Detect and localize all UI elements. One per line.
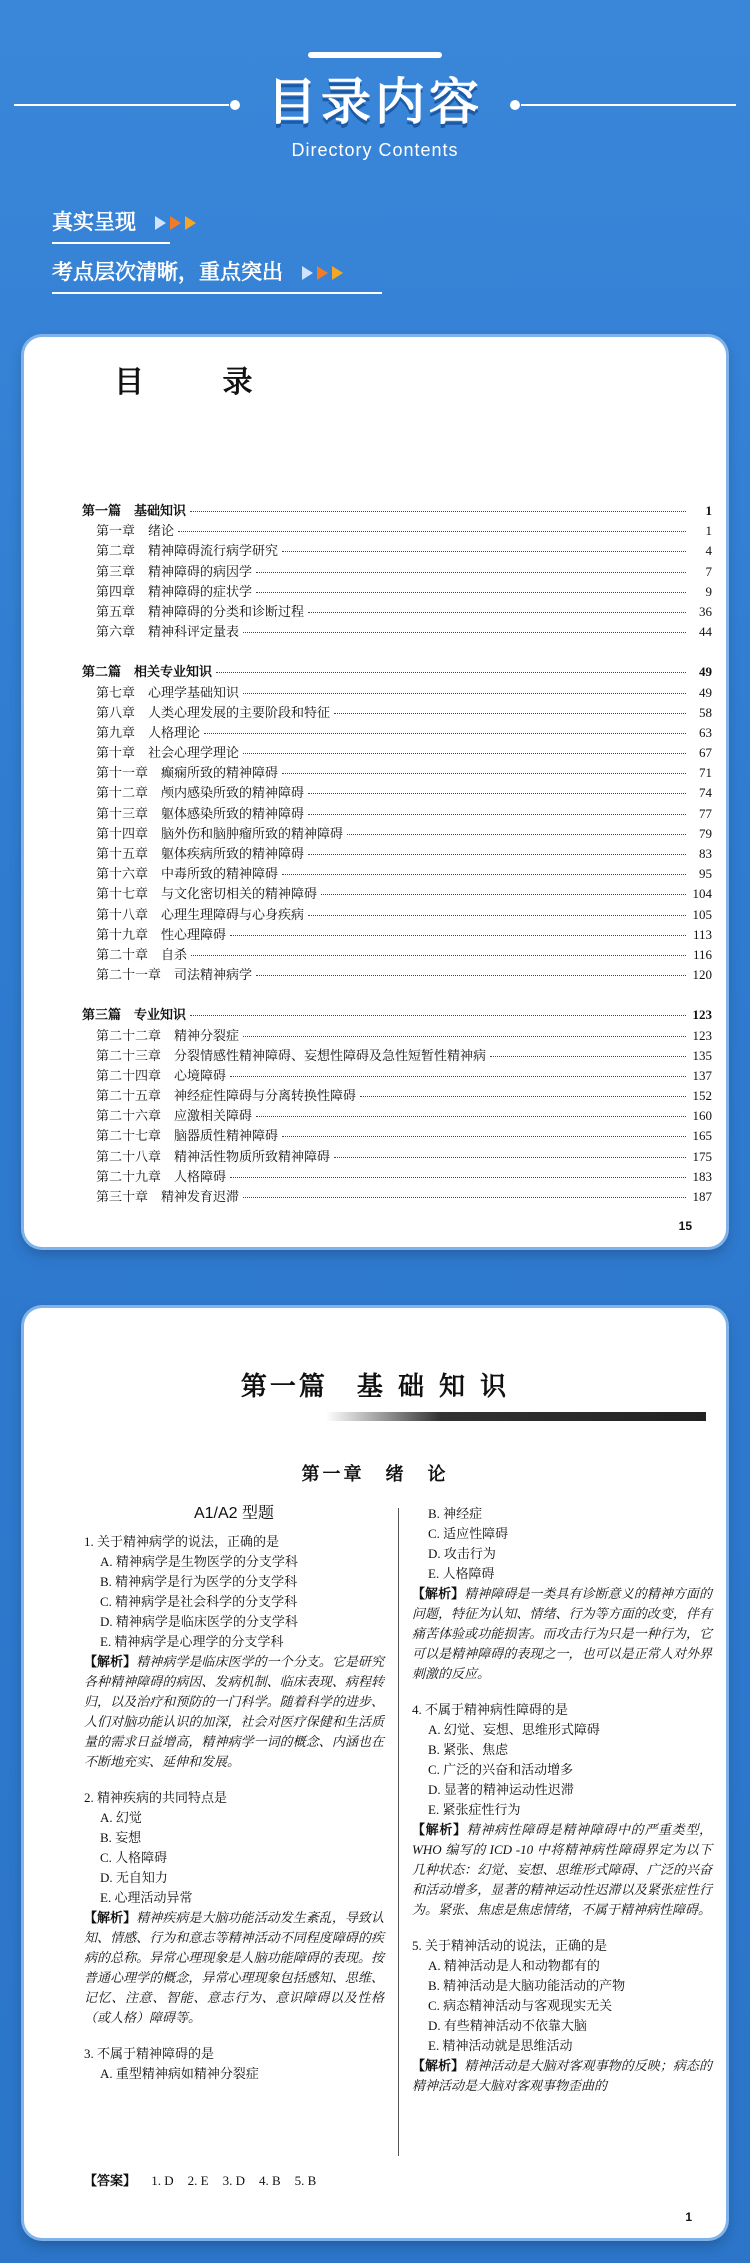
- question-option: E. 精神活动就是思维活动: [428, 2038, 573, 2053]
- toc-chapter-row: [82, 601, 712, 621]
- explanation-label: 【解析】: [84, 1910, 137, 1925]
- question-option: A. 精神活动是人和动物都有的: [428, 1958, 600, 1973]
- question-option: B. 精神病学是行为医学的分支学科: [100, 1574, 298, 1589]
- toc-label: 第二十五章 神经症性障碍与分离转换性障碍: [96, 1088, 357, 1104]
- toc-leader-dots: [347, 834, 686, 835]
- question-option: B. 精神活动是大脑功能活动的产物: [428, 1978, 626, 1993]
- toc-chapter-row: [82, 520, 712, 540]
- toc-label: 第十一章 癫痫所致的精神障碍: [96, 765, 279, 781]
- toc-label: 第六章 精神科评定量表: [96, 624, 240, 640]
- toc-chapter-row: [82, 762, 712, 782]
- toc-leader-dots: [243, 753, 686, 754]
- toc-chapter-row: [82, 843, 712, 863]
- question-option: A. 精神病学是生物医学的分支学科: [100, 1554, 298, 1569]
- chapter-title: 第一章 绪 论: [301, 1464, 449, 1485]
- toc-part-row: [82, 661, 712, 681]
- question-option: D. 无自知力: [100, 1870, 168, 1885]
- toc-page: [24, 337, 726, 1247]
- toc-page: 7: [705, 563, 712, 579]
- right-questions: [412, 1504, 712, 2096]
- header-banner: [0, 0, 750, 170]
- toc-label: 第十九章 性心理障碍: [96, 926, 227, 942]
- explanation-text: 精神障碍是一类具有诊断意义的精神方面的问题，特征为认知、情绪、行为等方面的改变，伴有痛苦体验或功能损害。而攻击行为只是一种行为，它可以是精神障碍的表现之一，也可以是正常人对外界刺激的反应。: [412, 1586, 712, 1681]
- toc-chapter-row: [82, 904, 712, 924]
- toc-page: 116: [692, 946, 712, 962]
- toc-leader-dots: [490, 1056, 686, 1057]
- toc-chapter-row: [82, 823, 712, 843]
- slogan-1-underline: [52, 242, 170, 244]
- answers-line: [84, 2170, 344, 2189]
- toc-label: 第一章 绪论: [96, 523, 175, 539]
- toc-chapter-row: [82, 702, 712, 722]
- toc-chapter-row: [82, 540, 712, 560]
- explanation-text: 精神病学是临床医学的一个分支。它是研究各种精神障碍的病因、发病机制、临床表现、病程转归，以及治疗和预防的一门科学。随着科学的进步、人们对脑功能认识的加深，社会对医疗保健和生活质量的需求日益增高，精神病学一词的概念、内涵也在不断地充实、延伸和发展。: [84, 1654, 384, 1769]
- slogan-2-text: 考点层次清晰，重点突出: [52, 260, 283, 284]
- toc-chapter-row: [82, 1125, 712, 1145]
- toc-chapter-row: [82, 863, 712, 883]
- toc-leader-dots: [230, 1076, 686, 1077]
- arrows-icon: [302, 261, 347, 285]
- toc-page: 58: [699, 704, 712, 720]
- toc-label: 第十四章 脑外伤和脑肿瘤所致的精神障碍: [96, 825, 344, 841]
- toc-label: 第十三章 躯体感染所致的精神障碍: [96, 805, 305, 821]
- explanation-text: 精神活动是大脑对客观事物的反映；病态的精神活动是大脑对客观事物歪曲的: [412, 2058, 712, 2093]
- answer-item: 3. D: [222, 2173, 245, 2188]
- toc-leader-dots: [230, 1177, 686, 1178]
- slogan-1-text: 真实呈现: [52, 210, 136, 234]
- toc-chapter-row: [82, 924, 712, 944]
- explanation: [84, 1652, 384, 1772]
- toc-leader-dots: [308, 854, 686, 855]
- toc-label: 第一篇 基础知识: [82, 503, 187, 518]
- toc-page: 67: [699, 745, 712, 761]
- toc-chapter-row: [82, 964, 712, 984]
- toc-label: 第二十九章 人格障碍: [96, 1168, 227, 1184]
- toc-label: 第二十章 自杀: [96, 946, 188, 962]
- toc-chapter-row: [82, 782, 712, 802]
- toc-page: 123: [692, 1027, 712, 1043]
- toc-label: 第三十章 精神发育迟滞: [96, 1189, 240, 1204]
- toc-page-number: 15: [678, 1219, 692, 1233]
- toc-label: 第九章 人格理论: [96, 724, 201, 740]
- header-subtitle: Directory Contents: [291, 140, 459, 160]
- toc-label: 第二十三章 分裂情感性精神障碍、妄想性障碍及急性短暂性精神病: [96, 1047, 487, 1063]
- question-option: A. 幻觉、妄想、思维形式障碍: [428, 1722, 600, 1737]
- toc-page: 4: [705, 543, 712, 559]
- question-option: C. 精神病学是社会科学的分支学科: [100, 1594, 298, 1609]
- question-option: D. 有些精神活动不依靠大脑: [428, 2018, 587, 2033]
- toc-leader-dots: [256, 1116, 686, 1117]
- toc-label: 第八章 人类心理发展的主要阶段和特征: [96, 704, 331, 720]
- toc-leader-dots: [178, 531, 686, 532]
- toc-leader-dots: [282, 1136, 686, 1137]
- toc-leader-dots: [282, 874, 686, 875]
- content-page-number: 1: [685, 2210, 692, 2224]
- toc-page: 44: [699, 624, 712, 640]
- toc-leader-dots: [308, 793, 686, 794]
- part-title: 第一篇 基 础 知 识: [240, 1372, 510, 1402]
- toc-chapter-row: [82, 944, 712, 964]
- slogan-2-underline: [52, 292, 382, 294]
- question-stem: 1. 关于精神病学的说法，正确的是: [84, 1534, 280, 1549]
- explanation: [412, 1820, 712, 1920]
- toc-label: 第十五章 躯体疾病所致的精神障碍: [96, 846, 305, 861]
- toc-chapter-row: [82, 1186, 712, 1206]
- section-head: A1/A2 型题: [193, 1505, 275, 1522]
- toc-title: 目 录: [114, 365, 287, 400]
- toc-chapter-row: [82, 742, 712, 762]
- toc-leader-dots: [360, 1096, 686, 1097]
- toc-label: 第二十一章 司法精神病学: [96, 967, 253, 983]
- toc-label: 第十八章 心理生理障碍与心身疾病: [96, 906, 305, 922]
- toc-chapter-row: [82, 1146, 712, 1166]
- toc-list: [82, 500, 712, 1206]
- toc-label: 第二十四章 心境障碍: [96, 1067, 227, 1083]
- toc-page: 113: [692, 926, 712, 942]
- explanation: [412, 1584, 712, 1684]
- toc-leader-dots: [308, 612, 686, 613]
- toc-page: 152: [692, 1088, 712, 1104]
- toc-page: 95: [699, 866, 712, 882]
- question-option: E. 紧张症性行为: [428, 1802, 521, 1817]
- toc-leader-dots: [282, 551, 686, 552]
- toc-page: 79: [699, 825, 712, 841]
- toc-chapter-row: [82, 1065, 712, 1085]
- toc-leader-dots: [216, 672, 686, 673]
- slogan-2: [52, 256, 347, 286]
- toc-page: 49: [699, 684, 712, 700]
- toc-leader-dots: [190, 1015, 686, 1016]
- toc-label: 第十二章 颅内感染所致的精神障碍: [96, 785, 305, 801]
- question-stem: 5. 关于精神活动的说法，正确的是: [412, 1938, 608, 1953]
- toc-chapter-row: [82, 722, 712, 742]
- column-divider: [398, 1508, 399, 2156]
- toc-label: 第三章 精神障碍的病因学: [96, 563, 253, 579]
- toc-page: 77: [699, 805, 712, 821]
- question-stem: 2. 精神疾病的共同特点是: [84, 1790, 228, 1805]
- toc-page: 1: [705, 503, 712, 518]
- toc-chapter-row: [82, 621, 712, 641]
- toc-page: 160: [692, 1108, 712, 1124]
- explanation-text: 精神疾病是大脑功能活动发生紊乱，导致认知、情感、行为和意志等精神活动不同程度障碍的疾病的总称。异常心理现象是人脑功能障碍的表现。按普通心理学的概念，异常心理现象包括感知、思维、记忆、注意、智能、意志行为、意识障碍以及性格（或人格）障碍等。: [84, 1910, 384, 2025]
- toc-chapter-row: [82, 883, 712, 903]
- question-option: B. 紧张、焦虑: [428, 1742, 509, 1757]
- answer-item: 1. D: [151, 2173, 174, 2188]
- question-option: D. 精神病学是临床医学的分支学科: [100, 1614, 298, 1629]
- toc-label: 第七章 心理学基础知识: [96, 684, 240, 700]
- toc-page: 105: [692, 906, 712, 922]
- toc-chapter-row: [82, 561, 712, 581]
- content-page: [24, 1308, 726, 2238]
- toc-label: 第二章 精神障碍流行病学研究: [96, 543, 279, 559]
- explanation-label: 【解析】: [84, 1654, 137, 1669]
- toc-page: 120: [692, 967, 712, 983]
- toc-label: 第二十七章 脑器质性精神障碍: [96, 1128, 279, 1144]
- toc-leader-dots: [190, 511, 686, 512]
- answers-list: [151, 2173, 330, 2188]
- toc-page: 63: [699, 724, 712, 740]
- toc-label: 第二十六章 应激相关障碍: [96, 1108, 253, 1124]
- toc-leader-dots: [243, 1197, 686, 1198]
- question-option: A. 重型精神病如精神分裂症: [100, 2066, 259, 2081]
- left-column: [84, 1504, 384, 2094]
- question-option: D. 攻击行为: [428, 1546, 496, 1561]
- toc-leader-dots: [334, 1157, 686, 1158]
- explanation-label: 【解析】: [412, 1586, 465, 1601]
- question-option: E. 心理活动异常: [100, 1890, 193, 1905]
- toc-part-row: [82, 1004, 712, 1024]
- toc-chapter-row: [82, 581, 712, 601]
- question-option: C. 病态精神活动与客观现实无关: [428, 1998, 613, 2013]
- header-title: 目录内容: [267, 73, 483, 131]
- toc-label: 第十七章 与文化密切相关的精神障碍: [96, 886, 318, 902]
- part-title-bar: [326, 1412, 706, 1421]
- toc-chapter-row: [82, 1105, 712, 1125]
- toc-leader-dots: [308, 814, 686, 815]
- toc-chapter-row: [82, 1166, 712, 1186]
- toc-leader-dots: [243, 1036, 686, 1037]
- toc-page: 137: [692, 1067, 712, 1083]
- question-option: B. 神经症: [428, 1506, 483, 1521]
- answer-item: 5. B: [294, 2173, 317, 2188]
- toc-label: 第二十八章 精神活性物质所致精神障碍: [96, 1148, 331, 1164]
- toc-page: 123: [692, 1007, 712, 1023]
- toc-page: 104: [692, 886, 712, 902]
- explanation: [84, 1908, 384, 2028]
- toc-chapter-row: [82, 803, 712, 823]
- question-stem: 4. 不属于精神病性障碍的是: [412, 1702, 569, 1717]
- question-option: D. 显著的精神运动性迟滞: [428, 1782, 574, 1797]
- toc-leader-dots: [256, 572, 686, 573]
- explanation-text: 精神病性障碍是精神障碍中的严重类型，WHO 编写的 ICD -10 中将精神病性障碍界定为以下几种状态：幻觉、妄想、思维形式障碍、广泛的兴奋和活动增多，显著的精神运动性迟滞以及紧张症性行为。紧张、焦虑是焦虑情绪，不属于精神病性障碍。: [412, 1822, 712, 1917]
- question-option: A. 幻觉: [100, 1810, 142, 1825]
- header-decor-bar: [308, 52, 442, 58]
- toc-page: 49: [699, 664, 712, 680]
- toc-chapter-row: [82, 1085, 712, 1105]
- question-option: C. 适应性障碍: [428, 1526, 509, 1541]
- toc-label: 第四章 精神障碍的症状学: [96, 583, 253, 599]
- answers-label: 【答案】: [84, 2173, 137, 2188]
- toc-leader-dots: [243, 632, 686, 633]
- left-questions: [84, 1532, 384, 2094]
- explanation: [412, 2056, 712, 2096]
- toc-page: 1: [705, 523, 712, 539]
- explanation-label: 【解析】: [412, 1822, 467, 1837]
- question-option: C. 人格障碍: [100, 1850, 168, 1865]
- toc-chapter-row: [82, 1025, 712, 1045]
- toc-page: 183: [692, 1168, 712, 1184]
- toc-page: 165: [692, 1128, 712, 1144]
- answer-item: 4. B: [259, 2173, 281, 2188]
- toc-page: 187: [692, 1189, 712, 1204]
- toc-label: 第三篇 专业知识: [82, 1007, 187, 1023]
- toc-chapter-row: [82, 682, 712, 702]
- toc-page: 135: [692, 1047, 712, 1063]
- toc-label: 第二十二章 精神分裂症: [96, 1027, 240, 1043]
- toc-page: 9: [705, 583, 712, 599]
- toc-leader-dots: [334, 713, 686, 714]
- toc-label: 第十六章 中毒所致的精神障碍: [96, 866, 279, 882]
- toc-page: 74: [699, 785, 712, 801]
- toc-leader-dots: [308, 915, 686, 916]
- toc-label: 第十章 社会心理学理论: [96, 745, 240, 761]
- toc-label: 第五章 精神障碍的分类和诊断过程: [96, 603, 305, 619]
- toc-page: 175: [692, 1148, 712, 1164]
- toc-chapter-row: [82, 1045, 712, 1065]
- arrows-icon: [155, 211, 200, 235]
- toc-leader-dots: [256, 592, 686, 593]
- toc-page: 36: [699, 603, 712, 619]
- toc-leader-dots: [230, 935, 686, 936]
- toc-leader-dots: [321, 894, 686, 895]
- question-option: E. 人格障碍: [428, 1566, 495, 1581]
- explanation-label: 【解析】: [412, 2058, 465, 2073]
- toc-page: 71: [699, 765, 712, 781]
- right-column: [412, 1504, 712, 2112]
- question-stem: 3. 不属于精神障碍的是: [84, 2046, 215, 2061]
- toc-leader-dots: [282, 773, 686, 774]
- toc-leader-dots: [243, 693, 686, 694]
- toc-leader-dots: [191, 955, 686, 956]
- toc-leader-dots: [256, 975, 686, 976]
- question-option: C. 广泛的兴奋和活动增多: [428, 1762, 574, 1777]
- toc-page: 83: [699, 846, 712, 861]
- slogan-1: [52, 206, 200, 236]
- answer-item: 2. E: [187, 2173, 209, 2188]
- toc-part-row: [82, 500, 712, 520]
- toc-leader-dots: [204, 733, 686, 734]
- toc-label: 第二篇 相关专业知识: [82, 664, 213, 680]
- question-option: E. 精神病学是心理学的分支学科: [100, 1634, 284, 1649]
- question-option: B. 妄想: [100, 1830, 142, 1845]
